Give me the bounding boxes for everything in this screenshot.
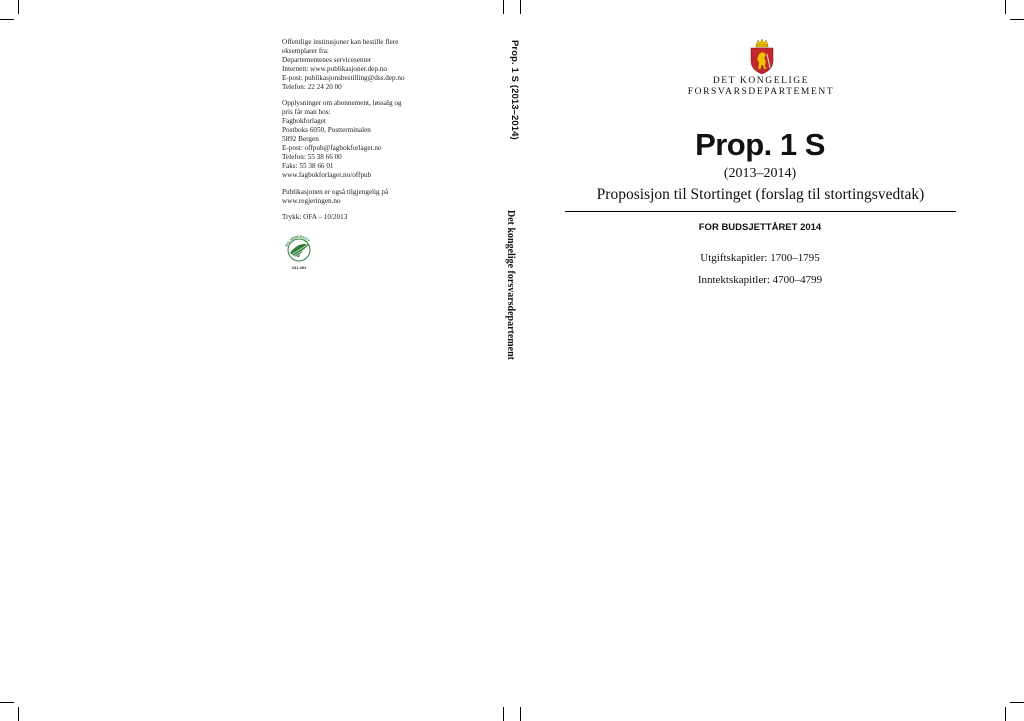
crop-mark [520, 0, 521, 14]
info-line: E-post: offpub@fagbokforlaget.no [282, 143, 382, 152]
info-line: Trykk: OFA – 10/2013 [282, 213, 348, 222]
department-logo-line1: DET KONGELIGE [712, 76, 810, 86]
income-chapters: Inntektskapitler: 4700–4799 [697, 274, 823, 286]
department-logo-line2: FORSVARSDEPARTEMENT [687, 86, 835, 97]
info-line: Postboks 6050, Postterminalen [282, 126, 371, 135]
info-line: E-post: publikasjonsbestilling@dss.dep.no [282, 73, 405, 82]
ecolabel-icon [281, 233, 317, 271]
info-line: Telefon: 55 38 66 00 [282, 152, 342, 161]
info-line: 5892 Bergen [282, 135, 319, 144]
ecolabel-text: MILJØMERKET [284, 234, 311, 248]
divider [565, 211, 956, 212]
crop-mark [503, 0, 504, 14]
spine-title: Prop. 1 S (2013–2014) [509, 40, 520, 140]
expense-chapters: Utgiftskapitler: 1700–1795 [700, 252, 820, 264]
crop-mark [0, 702, 14, 703]
info-line: Fagbokforlaget [282, 117, 326, 126]
ecolabel-number: 241 491 [291, 265, 307, 270]
availability-info [282, 188, 442, 206]
document-years: (2013–2014) [723, 166, 797, 181]
coat-of-arms-icon [748, 39, 776, 75]
crop-mark [1005, 0, 1006, 14]
info-line: pris får man hos: [282, 108, 331, 117]
crop-mark [1005, 707, 1006, 721]
department-logo [680, 76, 842, 97]
info-line: Publikasjonen er også tilgjengelig på [282, 187, 389, 196]
crown-shape [756, 39, 768, 45]
document-title: Prop. 1 S [695, 127, 825, 162]
info-line: Opplysninger om abonnement, løssalg og [282, 99, 402, 108]
back-cover-info [282, 38, 442, 230]
info-line: www.fagbokforlaget.no/offpub [282, 170, 372, 179]
ordering-info [282, 38, 442, 91]
spine-department: Det kongelige forsvarsdepartement [505, 210, 516, 360]
spine [505, 40, 523, 360]
crop-mark [1010, 702, 1024, 703]
crop-mark [503, 707, 504, 721]
info-line: Offentlige institusjoner kan bestille flere [282, 38, 399, 46]
crown-band [756, 45, 768, 47]
info-line: www.regjeringen.no [282, 196, 341, 205]
subscription-info [282, 99, 442, 179]
info-line: Telefon: 22 24 20 00 [282, 82, 342, 91]
info-line: Internett: www.publikasjoner.dep.no [282, 64, 387, 73]
print-info [282, 213, 442, 222]
crop-mark [18, 707, 19, 721]
info-line: Departementenes servicesenter [282, 55, 372, 64]
info-line: Faks: 55 38 66 01 [282, 161, 334, 170]
crop-mark [0, 19, 14, 20]
budget-year: FOR BUDSJETTÅRET 2014 [698, 222, 822, 233]
document-subtitle: Proposisjon til Stortinget (forslag til stortingsvedtak) [596, 186, 925, 203]
crop-mark [1010, 19, 1024, 20]
crop-mark [520, 707, 521, 721]
info-line: eksemplarer fra: [282, 46, 329, 55]
crop-mark [18, 0, 19, 14]
